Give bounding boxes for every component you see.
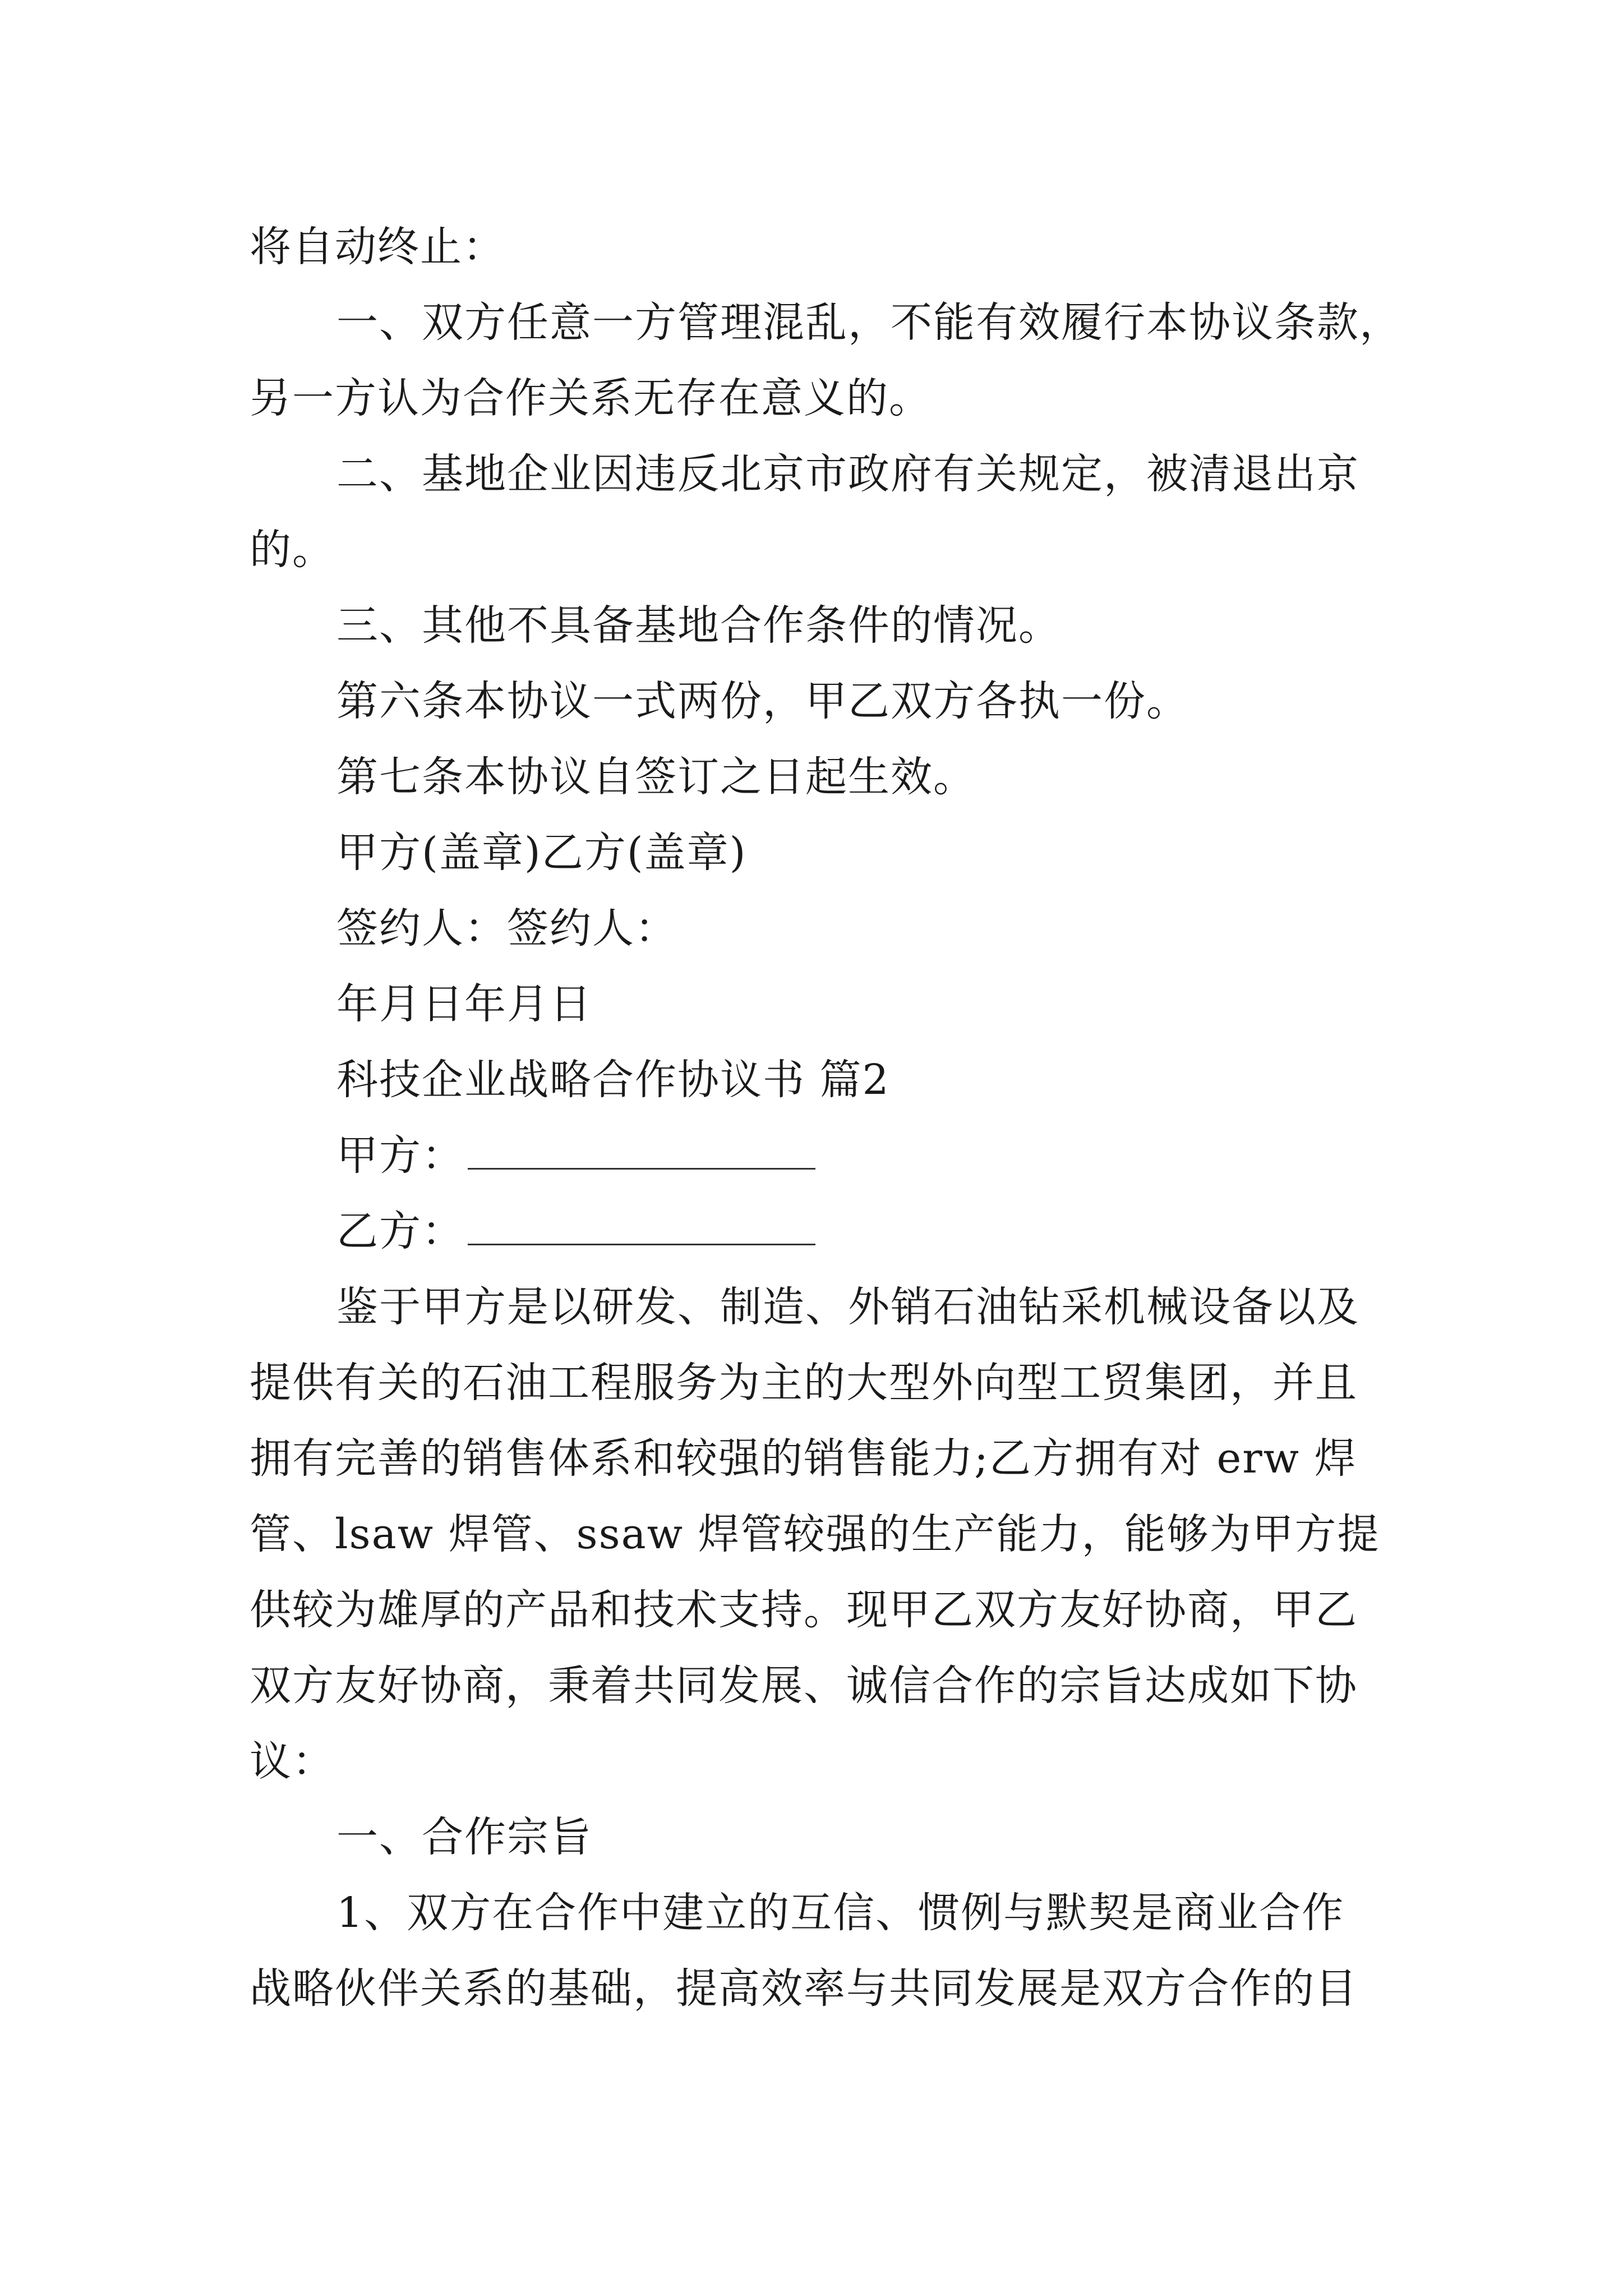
date-line: 年月日年月日	[336, 980, 592, 1028]
signatory-line: 签约人：签约人：	[336, 904, 677, 953]
paragraph-line: 将自动终止：	[250, 223, 505, 271]
recital-line: 议：	[250, 1737, 335, 1786]
clause-two-line: 二、基地企业因违反北京市政府有关规定，被清退出京	[336, 450, 1359, 498]
party-a-blank	[468, 1134, 815, 1170]
recital-line: 拥有完善的销售体系和较强的销售能力;乙方拥有对 erw 焊	[250, 1434, 1357, 1483]
clause-one-line: 一、双方任意一方管理混乱，不能有效履行本协议条款，	[336, 298, 1402, 347]
recital-line: 管、lsaw 焊管、ssaw 焊管较强的生产能力，能够为甲方提	[250, 1510, 1380, 1558]
party-a-line	[336, 1128, 815, 1184]
party-b-label: 乙方：	[336, 1207, 464, 1255]
party-a-label: 甲方：	[336, 1131, 464, 1180]
recital-line: 双方友好协商，秉着共同发展、诚信合作的宗旨达成如下协	[250, 1662, 1358, 1710]
paragraph-line: 另一方认为合作关系无存在意义的。	[250, 374, 932, 422]
article-six-line: 第六条本协议一式两份，甲乙双方各执一份。	[336, 677, 1189, 725]
recital-line: 提供有关的石油工程服务为主的大型外向型工贸集团，并且	[250, 1359, 1358, 1407]
recital-line: 供较为雄厚的产品和技术支持。现甲乙双方友好协商，甲乙	[250, 1586, 1358, 1634]
recital-line: 鉴于甲方是以研发、制造、外销石油钻采机械设备以及	[336, 1283, 1359, 1331]
party-b-blank	[468, 1210, 815, 1245]
article-seven-line: 第七条本协议自签订之日起生效。	[336, 753, 976, 801]
seal-line: 甲方(盖章)乙方(盖章)	[336, 829, 747, 877]
subsection-heading: 一、合作宗旨	[336, 1813, 592, 1861]
clause-three-line: 三、其他不具备基地合作条件的情况。	[336, 601, 1061, 650]
party-b-line	[336, 1203, 815, 1259]
item-line: 1、双方在合作中建立的互信、惯例与默契是商业合作	[336, 1889, 1345, 1937]
item-line: 战略伙伴关系的基础，提高效率与共同发展是双方合作的目	[250, 1964, 1358, 2013]
section-heading: 科技企业战略合作协议书 篇2	[336, 1056, 890, 1104]
paragraph-line: 的。	[250, 526, 335, 574]
